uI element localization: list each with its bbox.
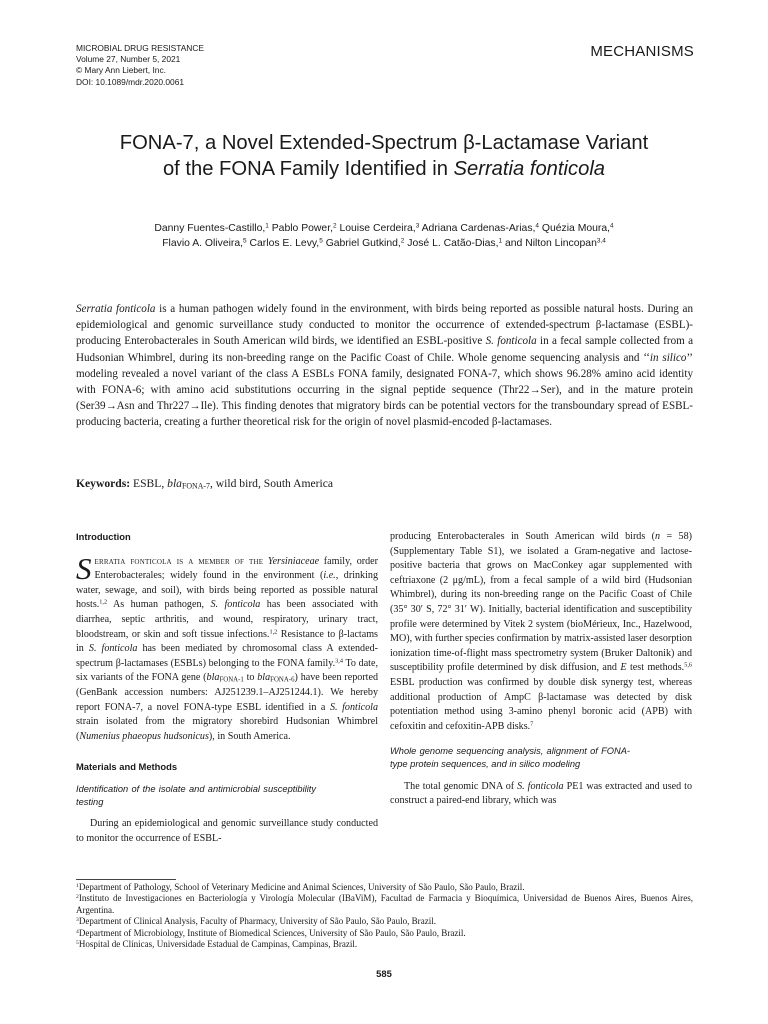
- intro-paragraph: Serratia fonticola is a member of the Yersiniaceae family, order Enterobacterales; widely found in the environment (i.e., drinking water, sewage, and soil), with birds being reported as possible natural hosts.$^{1,2}$ As human pathogen, S. fonticola has been associated with diarrhea, septic arthritis, and wound, respiratory, urinary tract, bloodstream, or skin and soft tissue infections.$^{1,2}$ Resistance to β-lactams in S. fonticola has been mediated by chromosomal class A extended-spectrum β-lactamases (ESBLs) belonging to the FONA family.$^{3,4}$ To date, six variants of the FONA gene (bla$_{FONA-1}$ to bla$_{FONA-6}$) have been reported (GenBank accession numbers: AJ251239.1–AJ251244.1). We hereby report FONA-7, a novel FONA-type ESBL identified in a S. fonticola strain isolated from the migratory shorebird Hudsonian Whimbrel (Numenius phaeopus hudsonicus), in South America.: [76, 550, 379, 742]
- author: Adriana Cardenas-Arias,$^4$: [421, 222, 539, 234]
- section-label: MECHANISMS: [590, 43, 694, 60]
- left-column: [76, 530, 378, 846]
- footnote: $^3$Department of Clinical Analysis, Faculty of Pharmacy, University of São Paulo, São Paulo, Brazil.: [76, 916, 437, 927]
- author: Flavio A. Oliveira,$^5$: [162, 236, 247, 249]
- author-list: [60, 222, 708, 251]
- title-species: Serratia fonticola: [453, 158, 606, 180]
- right-paragraph-1: producing Enterobacterales in South American wild birds (n = 58) (Supplementary Table S1), we isolated a Gram-negative and lactose-positive bacteria that grows on MacConkey agar supplemented with ceftriaxone (2 μg/mL), from a fecal sample of a wild bird (Hudsonian Whimbrel), during its non-breeding range on the Pacific Coast of Chile (35° 30′ S, 72° 31′ W). Initially, bacterial identification and susceptibility profile were determined by Vitek 2 system (bioMérieux, Inc., Hazelwood, MO), with further species confirmation by matrix-assisted laser desorption ionization time-of-flight mass spectrometry system (Bruker Daltonik) and susceptibility profile determined by disk diffusion, and E test methods.$^{5,6}$ ESBL production was confirmed by double disk synergy test, whereas additional production of AmpC β-lactamase was detected by disk potentiation method using 3-amino phenyl boronic acid (APB) with cefoxitin and cefoxitin-APB disks.$^7$: [390, 531, 692, 732]
- journal-volume: Volume 27, Number 5, 2021: [76, 54, 181, 65]
- author: Pablo Power,$^2$: [271, 222, 337, 234]
- affiliation-footnotes: [76, 882, 693, 950]
- abstract: Serratia fonticola is a human pathogen widely found in the environment, with birds being reported as possible natural hosts. During an epidemiological and genomic surveillance study conducted to monitor the occurrence of extended-spectrum β-lactamase (ESBL)-producing Enterobacterales in South American wild birds, we identified an ESBL-positive S. fonticola in a fecal sample collected from a Hudsonian Whimbrel, during its non-breeding range on the Pacific Coast of Chile. Whole genome sequencing analysis and ‘‘in silico’’ modeling revealed a novel variant of the class A ESBLs FONA family, designated FONA-7, which shows 96.28% amino acid identity with FONA-6; with amino acid substitutions occurring in the signal peptide sequence (Thr22→Ser), and in the mature protein (Ser39→Asn and Thr227→Ile). This finding denotes that migratory birds can be potential vectors for the transboundary spread of ESBL-producing bacteria, creating a further theoretical risk for the origin of novel plasmid-encoded β-lactamases.: [76, 303, 694, 429]
- author: Louise Cerdeira,$^3$: [339, 222, 420, 234]
- title-line-2-text: of the FONA Family Identified in: [162, 158, 454, 180]
- right-column: [390, 530, 692, 809]
- drop-cap: S: [76, 550, 92, 586]
- journal-name: MICROBIAL DRUG RESISTANCE: [76, 43, 204, 53]
- article-title: [60, 130, 708, 182]
- page-number: 585: [376, 968, 392, 979]
- methods-subheading-1: Identification of the isolate and antimicrobial susceptibility testing: [76, 783, 316, 807]
- author: and Nilton Lincopan$^{3,4}$: [505, 236, 606, 249]
- author-line-1: [60, 222, 708, 237]
- footnote: $^4$Department of Microbiology, Institute of Biomedical Sciences, University of São Paulo, São Paulo, Brazil.: [76, 927, 466, 938]
- footnote: $^1$Department of Pathology, School of Veterinary Medicine and Animal Sciences, University of São Paulo, São Paulo, Brazil.: [76, 882, 525, 892]
- author: Carlos E. Levy,$^5$: [249, 236, 323, 249]
- methods-subheading-2: Whole genome sequencing analysis, alignment of FONA-type protein sequences, and in silico modeling: [390, 746, 630, 769]
- author: Gabriel Gutkind,$^2$: [325, 236, 405, 249]
- methods-paragraph-1: During an epidemiological and genomic surveillance study conducted to monitor the occurrence of ESBL-: [76, 818, 378, 844]
- methods-heading: Materials and Methods: [76, 761, 178, 773]
- keywords: Keywords: ESBL, bla$_{FONA-7}$, wild bird, South America: [76, 477, 334, 491]
- right-paragraph-2: The total genomic DNA of S. fonticola PE1 was extracted and used to construct a paired-end library, which was: [390, 780, 693, 807]
- footnote: $^5$Hospital de Clínicas, Universidade Estadual de Campinas, Campinas, Brazil.: [76, 939, 358, 950]
- footnote-rule: [76, 879, 176, 880]
- intro-heading: Introduction: [76, 531, 131, 542]
- keywords-label: Keywords:: [76, 477, 131, 490]
- author: José L. Catão-Dias,$^1$: [407, 236, 503, 249]
- title-line-2: [60, 156, 708, 182]
- journal-doi: DOI: 10.1089/mdr.2020.0061: [76, 76, 185, 87]
- journal-header: [76, 43, 204, 88]
- title-line-1: FONA-7, a Novel Extended-Spectrum β-Lactamase Variant: [119, 132, 649, 154]
- author: Quézia Moura,$^4$: [541, 222, 614, 234]
- footnote: $^2$Instituto de Investigaciones en Bacteriología y Virología Molecular (IBaViM), Facultad de Farmacia y Bioquímica, Universidad de Buenos Aires, Buenos Aires, Argentina.: [76, 893, 693, 915]
- author-line-2: [60, 237, 708, 252]
- journal-copyright: © Mary Ann Liebert, Inc.: [76, 65, 166, 76]
- author: Danny Fuentes-Castillo,$^1$: [154, 222, 269, 234]
